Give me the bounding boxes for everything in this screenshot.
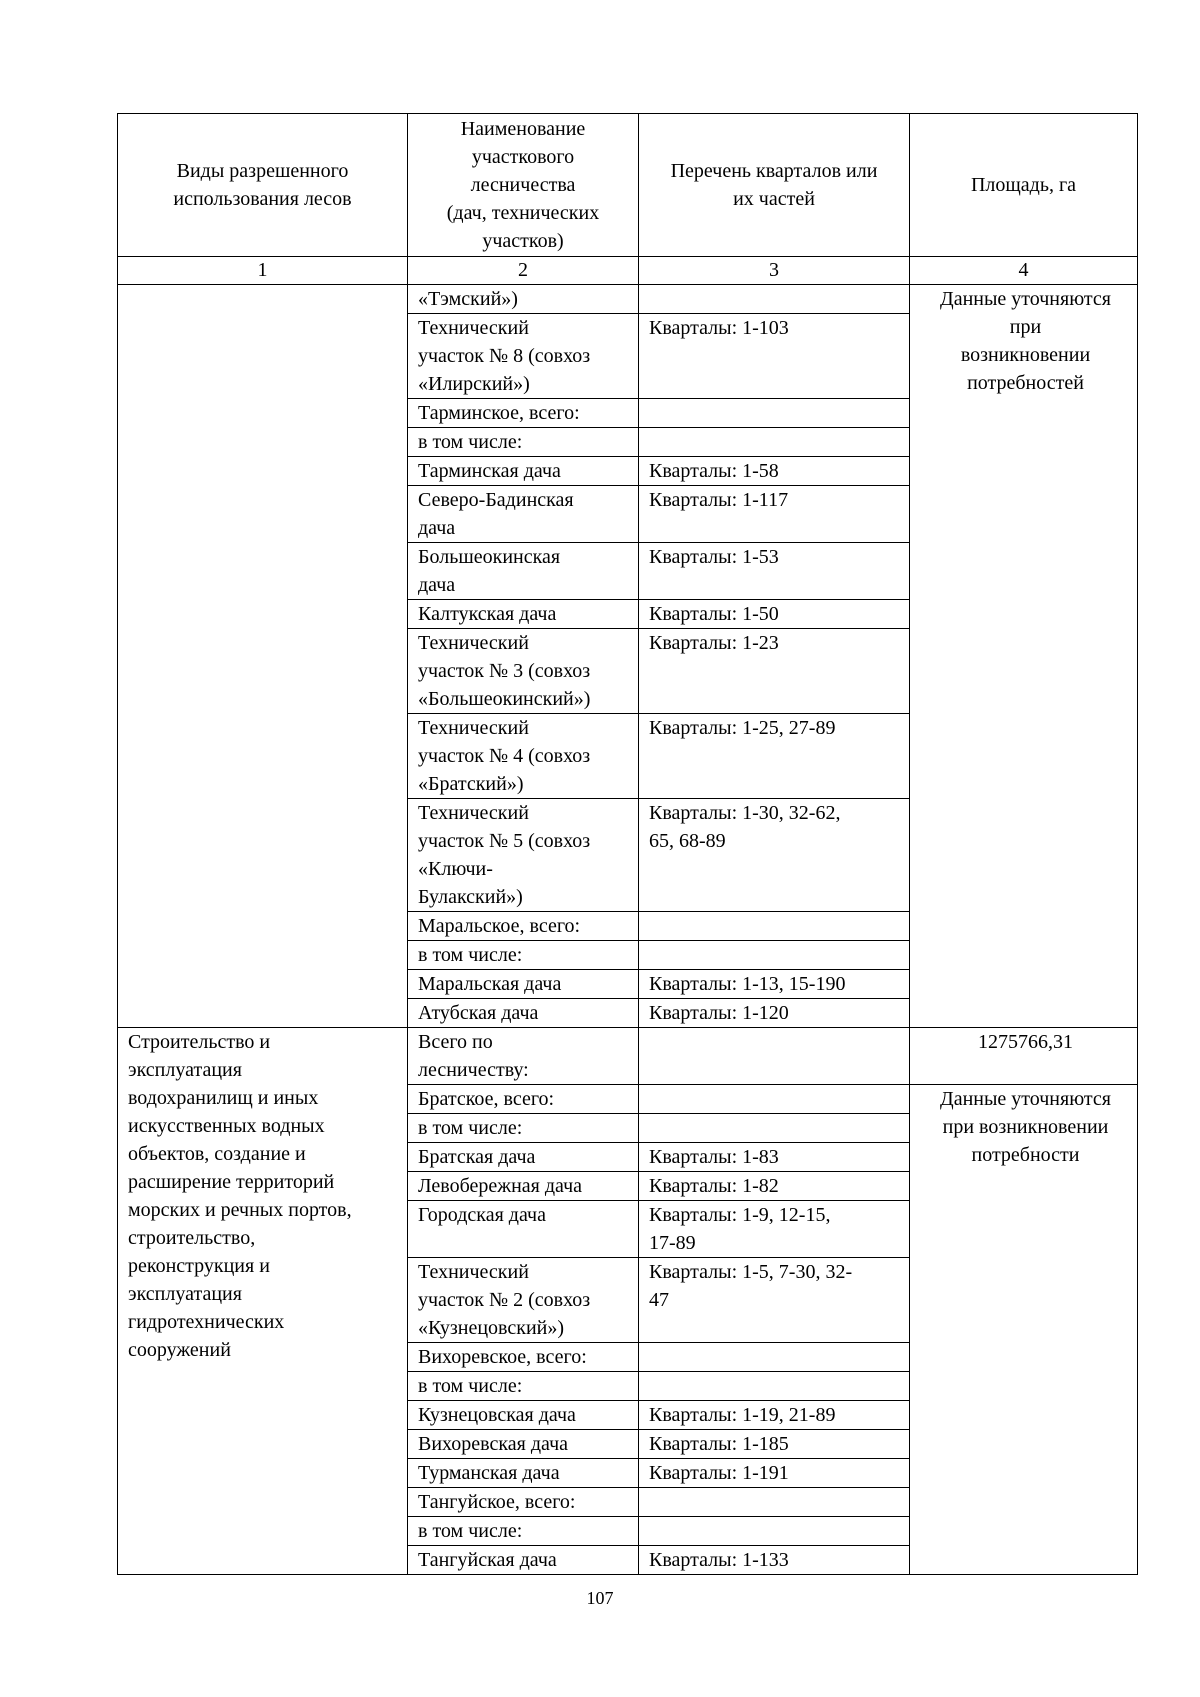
quarters-cell: Кварталы: 1-50 bbox=[639, 600, 910, 629]
quarters-cell bbox=[639, 1517, 910, 1546]
forestry-name-cell: «Тэмский») bbox=[408, 285, 639, 314]
forestry-name-cell: Маральская дача bbox=[408, 970, 639, 999]
header-use-type: Виды разрешенного использования лесов bbox=[118, 114, 408, 257]
header-area: Площадь, га bbox=[910, 114, 1138, 257]
quarters-cell bbox=[639, 399, 910, 428]
quarters-cell bbox=[639, 1343, 910, 1372]
forestry-name-cell: Калтукская дача bbox=[408, 600, 639, 629]
quarters-cell bbox=[639, 1028, 910, 1085]
quarters-cell: Кварталы: 1-191 bbox=[639, 1459, 910, 1488]
forestry-name-cell: Кузнецовская дача bbox=[408, 1401, 639, 1430]
quarters-cell: Кварталы: 1-13, 15-190 bbox=[639, 970, 910, 999]
forestry-name-cell: Братская дача bbox=[408, 1143, 639, 1172]
area-note-cell: Данные уточняются при возникновении потребностей bbox=[910, 285, 1138, 1028]
table-row bbox=[118, 285, 1138, 314]
quarters-cell: Кварталы: 1-120 bbox=[639, 999, 910, 1028]
quarters-cell bbox=[639, 1114, 910, 1143]
table-row bbox=[118, 1028, 1138, 1085]
quarters-cell bbox=[639, 285, 910, 314]
forestry-name-cell: в том числе: bbox=[408, 1372, 639, 1401]
forestry-name-cell: Технический участок № 5 (совхоз «Ключи- Булакский») bbox=[408, 799, 639, 912]
forestry-name-cell: Технический участок № 2 (совхоз «Кузнецовский») bbox=[408, 1258, 639, 1343]
quarters-cell bbox=[639, 1372, 910, 1401]
quarters-cell: Кварталы: 1-133 bbox=[639, 1546, 910, 1575]
quarters-cell: Кварталы: 1-5, 7-30, 32- 47 bbox=[639, 1258, 910, 1343]
quarters-cell: Кварталы: 1-25, 27-89 bbox=[639, 714, 910, 799]
quarters-cell: Кварталы: 1-9, 12-15, 17-89 bbox=[639, 1201, 910, 1258]
column-number: 2 bbox=[408, 257, 639, 285]
quarters-cell bbox=[639, 941, 910, 970]
quarters-cell bbox=[639, 428, 910, 457]
forestry-name-cell: в том числе: bbox=[408, 428, 639, 457]
quarters-cell: Кварталы: 1-185 bbox=[639, 1430, 910, 1459]
column-number: 4 bbox=[910, 257, 1138, 285]
forestry-name-cell: Братское, всего: bbox=[408, 1085, 639, 1114]
quarters-cell bbox=[639, 912, 910, 941]
forestry-name-cell: Маральское, всего: bbox=[408, 912, 639, 941]
forestry-name-cell: в том числе: bbox=[408, 1517, 639, 1546]
quarters-cell: Кварталы: 1-82 bbox=[639, 1172, 910, 1201]
forestry-name-cell: Тангуйская дача bbox=[408, 1546, 639, 1575]
forestry-name-cell: Технический участок № 8 (совхоз «Илирский») bbox=[408, 314, 639, 399]
forestry-name-cell: Вихоревское, всего: bbox=[408, 1343, 639, 1372]
use-type-cell bbox=[118, 285, 408, 1028]
forestry-name-cell: Тангуйское, всего: bbox=[408, 1488, 639, 1517]
column-number-row bbox=[118, 257, 1138, 285]
forestry-name-cell: Технический участок № 4 (совхоз «Братский») bbox=[408, 714, 639, 799]
header-forestry-name: Наименование участкового лесничества (дач, технических участков) bbox=[408, 114, 639, 257]
forestry-name-cell: Северо-Бадинская дача bbox=[408, 486, 639, 543]
forestry-name-cell: Тарминское, всего: bbox=[408, 399, 639, 428]
quarters-cell: Кварталы: 1-58 bbox=[639, 457, 910, 486]
quarters-cell: Кварталы: 1-117 bbox=[639, 486, 910, 543]
header-row bbox=[118, 114, 1138, 257]
quarters-cell: Кварталы: 1-53 bbox=[639, 543, 910, 600]
forestry-name-cell: Турманская дача bbox=[408, 1459, 639, 1488]
quarters-cell bbox=[639, 1488, 910, 1517]
forestry-name-cell: Всего по лесничеству: bbox=[408, 1028, 639, 1085]
forestry-name-cell: в том числе: bbox=[408, 941, 639, 970]
area-total-cell: 1275766,31 bbox=[910, 1028, 1138, 1085]
column-number: 1 bbox=[118, 257, 408, 285]
header-quarters: Перечень кварталов или их частей bbox=[639, 114, 910, 257]
forestry-table bbox=[117, 113, 1138, 1575]
page-number: 107 bbox=[586, 1588, 614, 1608]
forestry-name-cell: в том числе: bbox=[408, 1114, 639, 1143]
quarters-cell: Кварталы: 1-19, 21-89 bbox=[639, 1401, 910, 1430]
forestry-name-cell: Большеокинская дача bbox=[408, 543, 639, 600]
forestry-name-cell: Вихоревская дача bbox=[408, 1430, 639, 1459]
forestry-name-cell: Атубская дача bbox=[408, 999, 639, 1028]
quarters-cell: Кварталы: 1-23 bbox=[639, 629, 910, 714]
quarters-cell bbox=[639, 1085, 910, 1114]
quarters-cell: Кварталы: 1-103 bbox=[639, 314, 910, 399]
forestry-name-cell: Городская дача bbox=[408, 1201, 639, 1258]
column-number: 3 bbox=[639, 257, 910, 285]
forestry-name-cell: Левобережная дача bbox=[408, 1172, 639, 1201]
forestry-name-cell: Технический участок № 3 (совхоз «Большеокинский») bbox=[408, 629, 639, 714]
quarters-cell: Кварталы: 1-83 bbox=[639, 1143, 910, 1172]
area-note-cell: Данные уточняются при возникновении потребности bbox=[910, 1085, 1138, 1575]
quarters-cell: Кварталы: 1-30, 32-62, 65, 68-89 bbox=[639, 799, 910, 912]
use-type-cell: Строительство и эксплуатация водохранилищ и иных искусственных водных объектов, создание и расширение территорий морских и речных портов, строительство, реконструкция и эксплуатация гидротехнических сооружений bbox=[118, 1028, 408, 1575]
forestry-name-cell: Тарминская дача bbox=[408, 457, 639, 486]
